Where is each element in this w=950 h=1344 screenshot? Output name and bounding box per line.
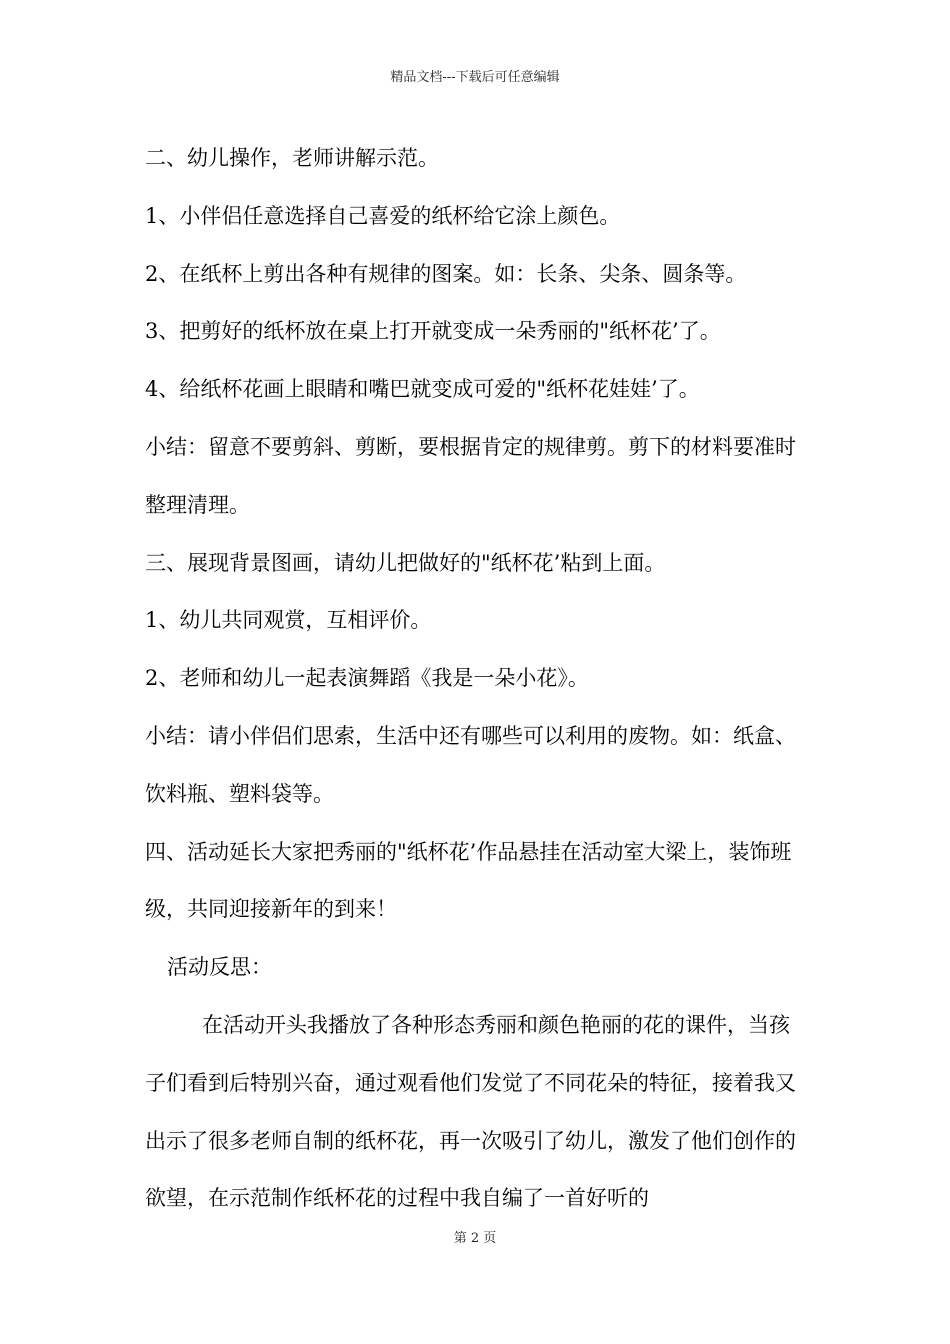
page-number: 第 2 页 — [453, 1231, 497, 1246]
reflection-heading: 活动反思： — [167, 955, 272, 980]
section-heading-operation: 二、幼儿操作，老师讲解示范。 — [145, 146, 439, 170]
list-item: 2、在纸杯上剪出各种有规律的图案。如：长条、尖条、圆条等。 — [145, 261, 747, 286]
document-body — [145, 130, 810, 1228]
reflection-paragraph: 在活动开头我播放了各种形态秀丽和颜色艳丽的花的课件，当孩子们看到后特别兴奋，通过观看他们发觉了不同花朵的特征，接着我又出示了很多老师自制的纸杯花，再一次吸引了幼儿，激发了他们创作的欲望，在示范制作纸杯花的过程中我自编了一首好听的 — [145, 1012, 796, 1211]
list-item: 1、小伴侣任意选择自己喜爱的纸杯给它涂上颜色。 — [145, 203, 621, 228]
summary-paragraph: 小结：请小伴侣们思索，生活中还有哪些可以利用的废物。如：纸盒、饮料瓶、塑料袋等。 — [145, 723, 796, 806]
list-item: 1、幼儿共同观赏，互相评价。 — [145, 608, 432, 633]
list-item: 4、给纸杯花画上眼睛和嘴巴就变成可爱的"纸杯花娃娃’了。 — [145, 377, 700, 402]
section-heading-extension: 四、活动延长大家把秀丽的"纸杯花’作品悬挂在活动室大梁上，装饰班级，共同迎接新年的到来！ — [145, 839, 792, 922]
section-heading-display: 三、展现背景图画，请幼儿把做好的"纸杯花’粘到上面。 — [145, 550, 666, 575]
list-item: 3、把剪好的纸杯放在桌上打开就变成一朵秀丽的"纸杯花’了。 — [145, 319, 721, 344]
page-header: 精品文档---下载后可任意编辑 — [390, 70, 560, 85]
summary-paragraph: 小结：留意不要剪斜、剪断，要根据肯定的规律剪。剪下的材料要准时整理清理。 — [145, 434, 796, 517]
list-item: 2、老师和幼儿一起表演舞蹈《我是一朵小花》。 — [145, 666, 589, 691]
